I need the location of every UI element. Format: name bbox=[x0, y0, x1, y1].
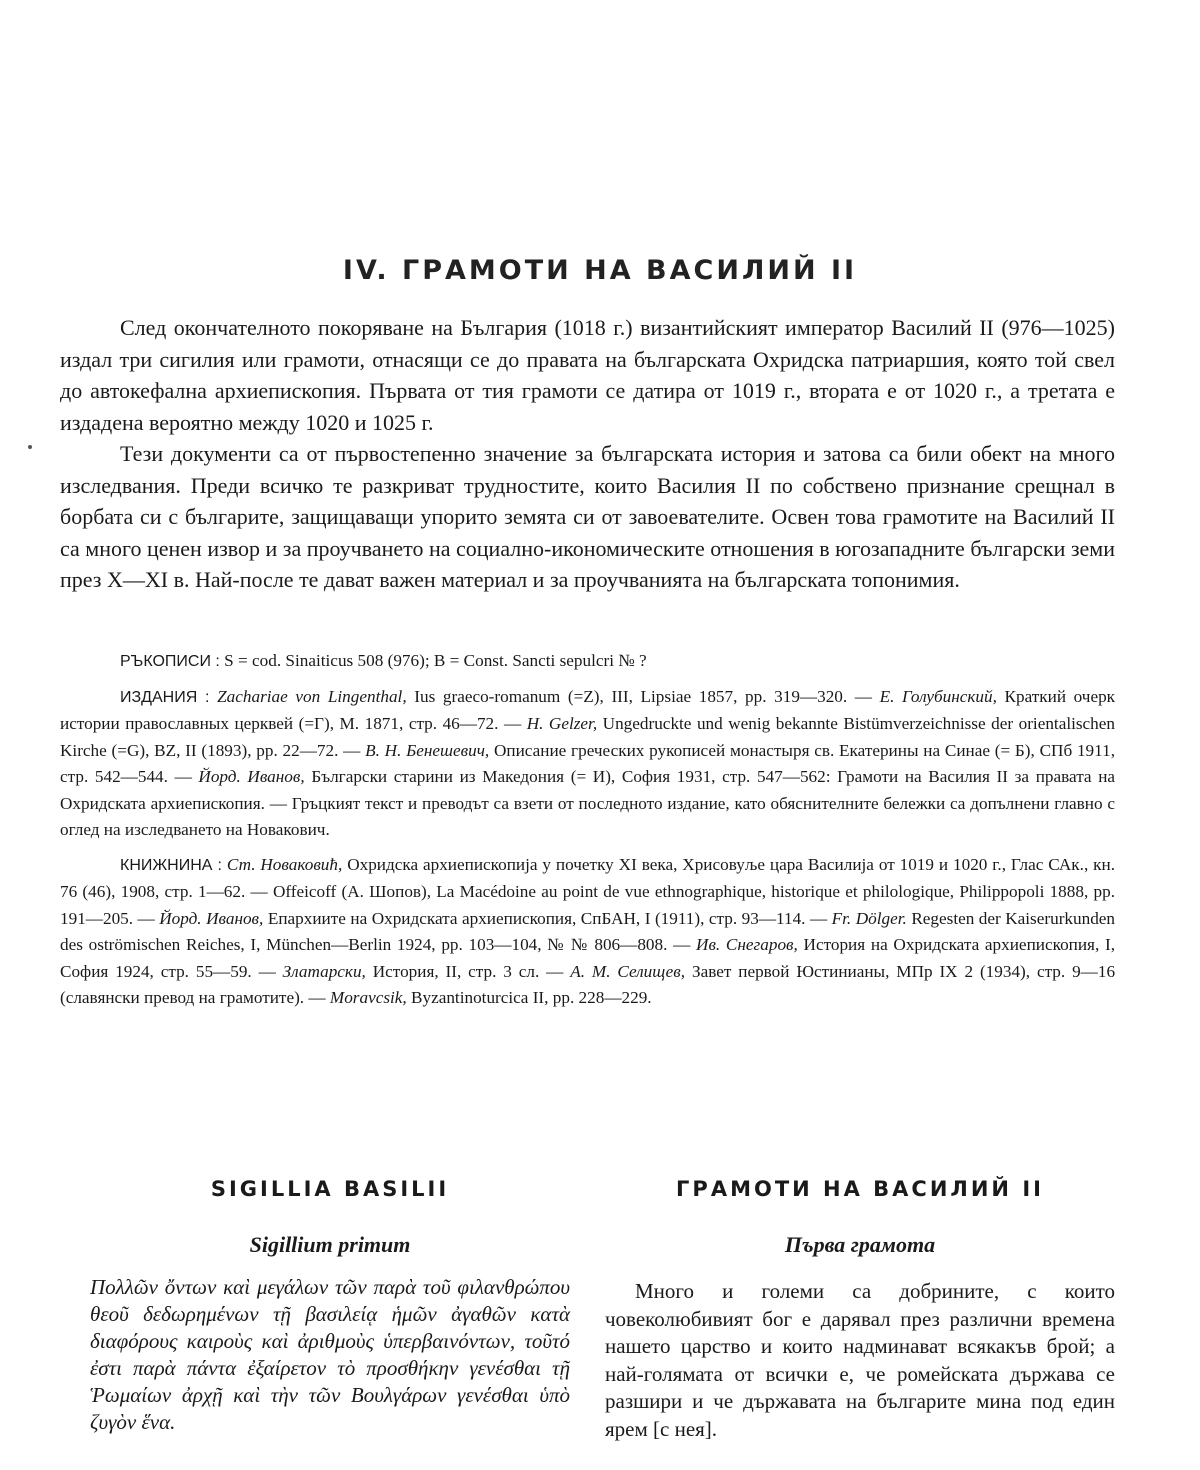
literature-text: Regesten der Kaiserurkunden des oströmischen Reiches, I, München—Berlin 1924, pp. 103—104, № № 806—808. — bbox=[60, 908, 1116, 954]
greek-text: Πολλῶν ὄντων καὶ μεγάλων τῶν παρὰ τοῦ φιλανθρώπου θεοῦ δεδωρημένων τῇ βασιλείᾳ ἡμῶν ἀγαθῶν κατὰ διαφόρους καιροὺς καὶ ἀριθμοὺς ὑπερβαινόντων, τοῦτό ἐστι παρὰ πάντα ἐξαίρετον τὸ προσθήκην γενέσθαι τῇ Ῥωμαίων ἀρχῇ καὶ τὴν τῶν Βουλγάρων γενέσθαι ὑπὸ ζυγὸν ἕνα. bbox=[90, 1275, 570, 1434]
edition-author: В. Н. Бенешевич, bbox=[365, 740, 490, 760]
bulgarian-text: Много и големи са добрините, с които човеколюбивият бог е дарявал през различни времена нашето царство и които надминават всякакъв брой; а най-голямата от всички е, че ромейската държава се разшири и че държавата на българите мина под един ярем [с нея]. bbox=[605, 1279, 1115, 1441]
literature-text: История, II, стр. 3 сл. — bbox=[372, 961, 564, 981]
editions-entry bbox=[60, 684, 1115, 844]
manuscripts-text: S = cod. Sinaiticus 508 (976); B = Const. Sancti sepulcri № ? bbox=[224, 651, 647, 670]
bulgarian-column-subheading: Първа грамота bbox=[784, 1232, 936, 1257]
edition-text: Български старини из Македония (= И), София 1931, стр. 547—562: Грамоти на Василия II за правата на Охридската архиепископия. — Гръцкият текст и преводът са взети от последното издание, като обяснителните бележки са допълнени главно с оглед на изследването на Новакович. bbox=[60, 767, 1116, 839]
intro-section bbox=[60, 312, 1115, 596]
bulgarian-column-heading: ГРАМОТИ НА ВАСИЛИЙ II bbox=[676, 1177, 1044, 1201]
literature-text: История на Охридската архиепископия, I, София 1924, стр. 55—59. — bbox=[60, 935, 1115, 981]
margin-mark bbox=[28, 445, 32, 449]
literature-label: КНИЖНИНА : bbox=[120, 856, 222, 874]
edition-text: Ius graeco-romanum (=Z), III, Lipsiae 1857, pp. 319—320. — bbox=[414, 686, 872, 706]
edition-text: Описание греческих рукописей монастыря св. Екатерины на Синае (= Б), СПб 1911, стр. 542—544. — bbox=[60, 740, 1115, 786]
literature-text: Завет первой Юстинианы, МПр IX 2 (1934), стр. 9—16 (славянски превод на грамотите). — bbox=[60, 961, 1116, 1007]
editions-label: ИЗДАНИЯ : bbox=[120, 688, 210, 706]
literature-author: Ив. Снегаров, bbox=[696, 935, 798, 954]
intro-paragraph-1: След окончателното покоряване на България (1018 г.) византийският император Василий II (976—1025) издал три сигилия или грамоти, отнасящи се до правата на българската Охридска патриаршия, която той свел до автокефална архиепископия. Първата от тия грамоти се датира от 1019 г., втората е от 1020 г., а третата е издадена вероятно между 1020 и 1025 г. bbox=[60, 315, 1115, 435]
manuscripts-label: РЪКОПИСИ : bbox=[120, 653, 220, 670]
literature-author: Fr. Dölger. bbox=[831, 908, 907, 928]
literature-author: Йорд. Иванов, bbox=[159, 908, 264, 928]
edition-author: Zachariae von Lingenthal, bbox=[217, 686, 407, 706]
literature-author: А. М. Селищев, bbox=[570, 961, 686, 981]
literature-author: Златарски, bbox=[282, 961, 366, 981]
edition-text: Краткий очерк истории православных церквей (=Г), М. 1871, стр. 46—72. — bbox=[60, 686, 1116, 733]
literature-entry bbox=[60, 852, 1115, 1012]
edition-author: Е. Голубинский, bbox=[879, 686, 997, 706]
literature-text: Byzantinoturcica II, pp. 228—229. bbox=[411, 988, 652, 1007]
greek-column-heading: SIGILLIA BASILII bbox=[210, 1177, 450, 1201]
literature-author: Moravcsik, bbox=[329, 988, 407, 1007]
literature-author: Ст. Новаковић, bbox=[226, 854, 343, 874]
edition-text: Ungedruckte und wenig bekannte Bistümverzeichnisse der orientalischen Kirche (=G), BZ, II (1893), pp. 22—72. — bbox=[60, 714, 1116, 760]
greek-column-subheading: Sigillium primum bbox=[249, 1232, 411, 1257]
edition-author: Йорд. Иванов, bbox=[198, 767, 305, 786]
bibliography-section bbox=[60, 648, 1115, 1020]
page-title: IV. ГРАМОТИ НА ВАСИЛИЙ II bbox=[342, 255, 858, 286]
edition-author: H. Gelzer, bbox=[526, 714, 598, 733]
intro-paragraph-2: Тези документи са от първостепенно значение за българската история и затова са били обект на много изследвания. Преди всичко те разкриват трудностите, които Василия II по собствено признание срещнал в борбата си с българите, защищаващи упорито земята си от завоевателите. Освен това грамотите на Василий II са много ценен извор и за проучването на социално-икономическите отношения в югозападните български земи през X—XI в. Най-после те дават важен материал и за проучванията на българската топонимия. bbox=[60, 441, 1115, 592]
manuscripts-entry bbox=[60, 648, 1115, 676]
literature-text: Епархиите на Охридската архиепископия, СпБАН, I (1911), стр. 93—114. — bbox=[267, 908, 828, 928]
literature-text: Охридска архиепископија у почетку XI века, Хрисовуље цара Василија от 1019 и 1020 г., Глас САк., кн. 76 (46), 1908, стр. 1—62. — Offeicoff (А. Шопов), La Macédoine au point de vue ethnographique, historique et philologique, Philippopoli 1888, pp. 191—205. — bbox=[60, 854, 1116, 928]
